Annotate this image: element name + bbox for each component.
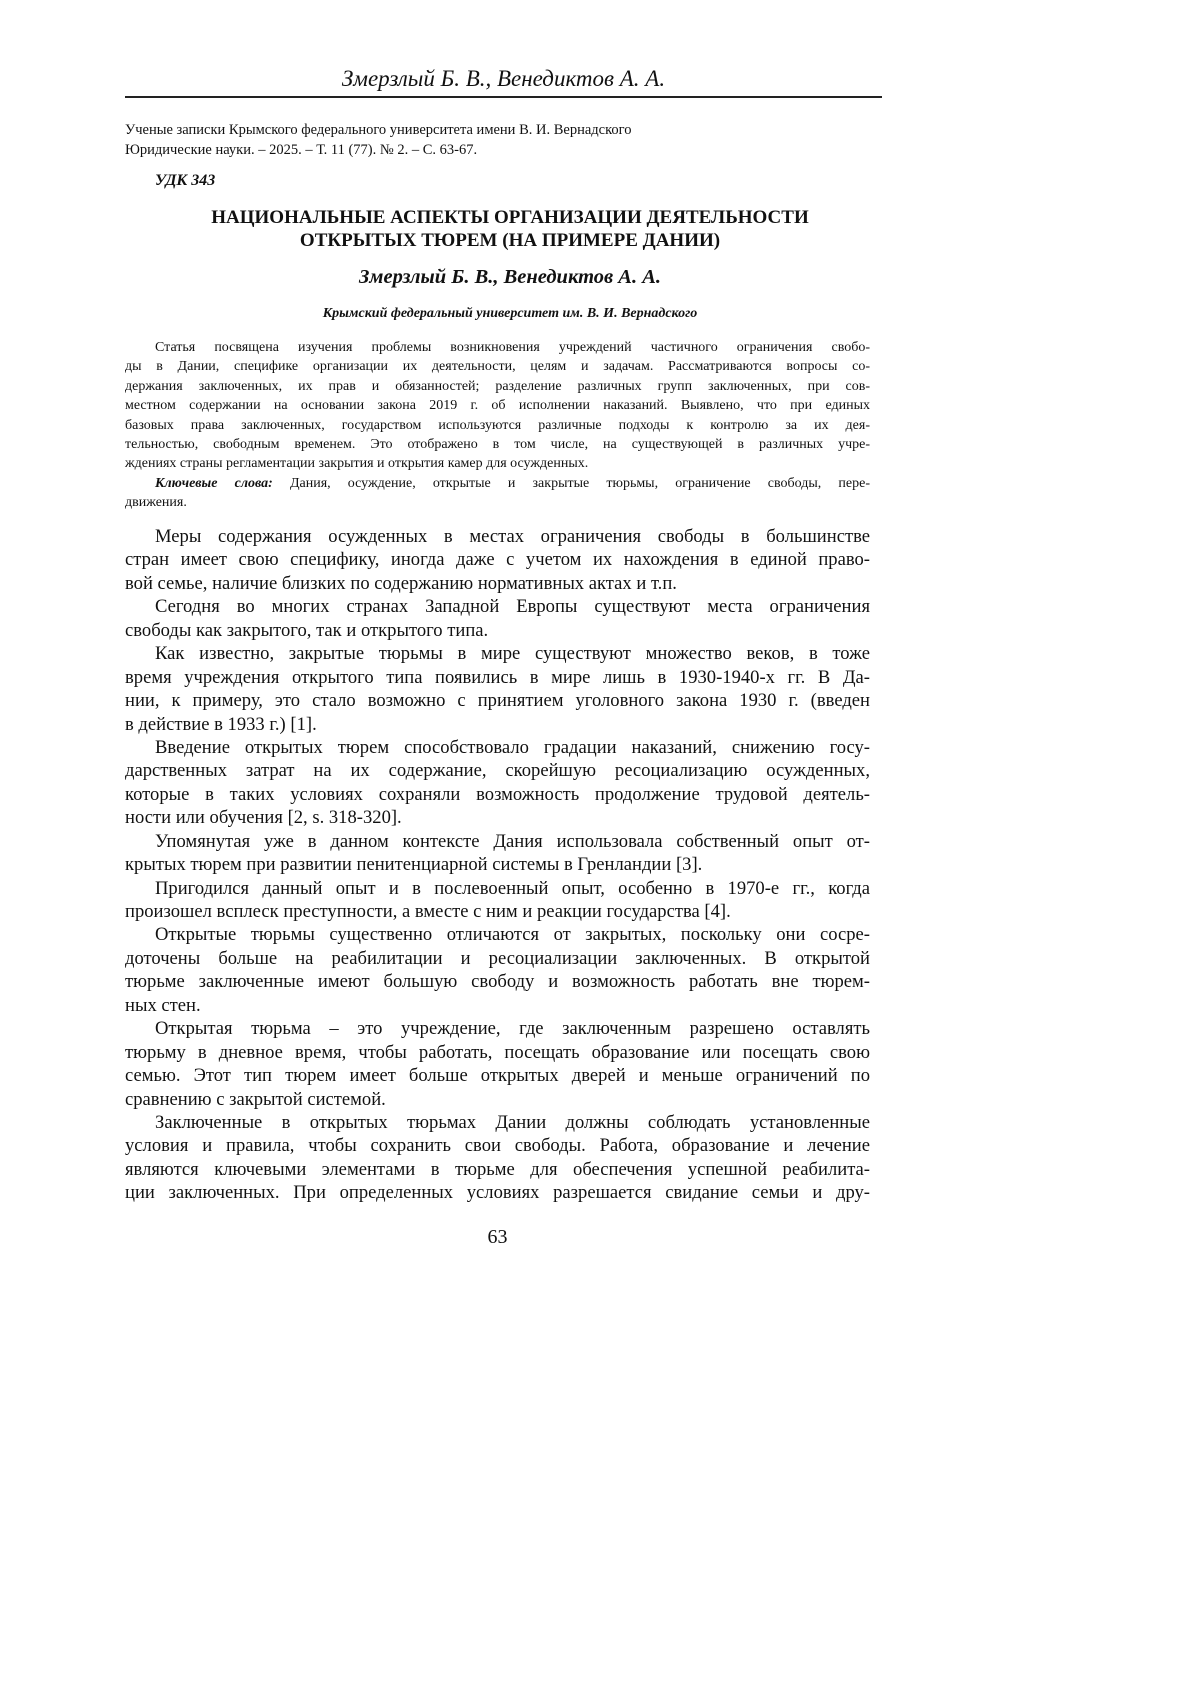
body-paragraph (125, 1017, 870, 1111)
body-line: Открытая тюрьма – это учреждение, где заключенным разрешено оставлять (125, 1017, 870, 1040)
journal-citation (125, 121, 631, 160)
abstract-line: Статья посвящена изучения проблемы возникновения учреждений частичного ограничения свобо- (125, 338, 870, 357)
body-paragraph (125, 923, 870, 1017)
page-number: 63 (125, 1226, 870, 1249)
title-line-2: ОТКРЫТЫХ ТЮРЕМ (НА ПРИМЕРЕ ДАНИИ) (125, 229, 895, 252)
body-line: Меры содержания осужденных в местах ограничения свободы в большинстве (125, 525, 870, 548)
abstract-line: ды в Дании, специфике организации их деятельности, целям и задачам. Рассматриваются вопросы со- (125, 357, 870, 376)
keywords-label: Ключевые слова: (155, 476, 273, 491)
body-line: доточены больше на реабилитации и ресоциализации заключенных. В открытой (125, 947, 870, 970)
header-rule (125, 96, 882, 98)
abstract-text (125, 338, 870, 474)
body-line: крытых тюрем при развитии пенитенциарной системы в Гренландии [3]. (125, 853, 870, 876)
body-line: Упомянутая уже в данном контексте Дания использовала собственный опыт от- (125, 830, 870, 853)
udk-code: УДК 343 (155, 172, 215, 190)
abstract-line: тельностью, свободным временем. Это отображено в том числе, на существующей в различных учре- (125, 435, 870, 454)
body-line: дарственных затрат на их содержание, скорейшую ресоциализацию осужденных, (125, 759, 870, 782)
keywords-line (125, 474, 870, 493)
body-line: тюрьму в дневное время, чтобы работать, посещать образование или посещать свою (125, 1041, 870, 1064)
body-paragraph (125, 1111, 870, 1205)
journal-line-2: Юридические науки. – 2025. – Т. 11 (77). № 2. – С. 63-67. (125, 141, 631, 161)
body-line: Введение открытых тюрем способствовало градации наказаний, снижению госу- (125, 736, 870, 759)
affiliation: Крымский федеральный университет им. В. И. Вернадского (125, 306, 895, 322)
body-line: ных стен. (125, 994, 870, 1017)
body-line: вой семье, наличие близких по содержанию нормативных актах и т.п. (125, 572, 870, 595)
keywords-text: Дания, осуждение, открытые и закрытые тюрьмы, ограничение свободы, пере- (273, 476, 870, 491)
body-line: произошел всплеск преступности, а вместе с ним и реакции государства [4]. (125, 900, 870, 923)
body-line: Пригодился данный опыт и в послевоенный опыт, особенно в 1970-е гг., когда (125, 877, 870, 900)
body-paragraph (125, 595, 870, 642)
abstract-line: держания заключенных, их прав и обязанностей; разделение различных групп заключенных, при сов- (125, 377, 870, 396)
body-paragraph (125, 642, 870, 736)
article-body (125, 525, 870, 1205)
body-line: сравнению с закрытой системой. (125, 1088, 870, 1111)
body-line: свободы как закрытого, так и открытого типа. (125, 619, 870, 642)
body-line: ции заключенных. При определенных условиях разрешается свидание семьи и дру- (125, 1181, 870, 1204)
body-line: Как известно, закрытые тюрьмы в мире существуют множество веков, в тоже (125, 642, 870, 665)
abstract-line: местном содержании на основании закона 2019 г. об исполнении наказаний. Выявлено, что при единых (125, 396, 870, 415)
body-paragraph (125, 877, 870, 924)
body-line: Открытые тюрьмы существенно отличаются от закрытых, поскольку они сосре- (125, 923, 870, 946)
body-line: ности или обучения [2, s. 318-320]. (125, 806, 870, 829)
body-line: являются ключевыми элементами в тюрьме для обеспечения успешной реабилита- (125, 1158, 870, 1181)
body-paragraph (125, 736, 870, 830)
body-paragraph (125, 525, 870, 595)
body-line: в действие в 1933 г.) [1]. (125, 713, 870, 736)
body-line: Заключенные в открытых тюрьмах Дании должны соблюдать установленные (125, 1111, 870, 1134)
journal-line-1: Ученые записки Крымского федерального университета имени В. И. Вернадского (125, 121, 631, 141)
title-line-1: НАЦИОНАЛЬНЫЕ АСПЕКТЫ ОРГАНИЗАЦИИ ДЕЯТЕЛЬНОСТИ (125, 206, 895, 229)
body-line: нии, к примеру, это стало возможно с принятием уголовного закона 1930 г. (введен (125, 689, 870, 712)
article-title (125, 206, 895, 252)
keywords-continuation: движения. (125, 493, 870, 512)
abstract-line: ждениях страны регламентации закрытия и открытия камер для осужденных. (125, 454, 870, 473)
body-line: условия и правила, чтобы сохранить свои свободы. Работа, образование и лечение (125, 1134, 870, 1157)
body-line: стран имеет свою специфику, иногда даже с учетом их нахождения в единой право- (125, 548, 870, 571)
abstract (125, 338, 870, 513)
body-line: семью. Этот тип тюрем имеет больше открытых дверей и меньше ограничений по (125, 1064, 870, 1087)
running-header: Змерзлый Б. В., Венедиктов А. А. (125, 66, 882, 92)
body-paragraph (125, 830, 870, 877)
body-line: которые в таких условиях сохраняли возможность продолжение трудовой деятель- (125, 783, 870, 806)
body-line: Сегодня во многих странах Западной Европы существуют места ограничения (125, 595, 870, 618)
article-authors: Змерзлый Б. В., Венедиктов А. А. (125, 266, 895, 289)
abstract-line: базовых права заключенных, государством используются различные подходы к контролю за их дея- (125, 416, 870, 435)
body-line: время учреждения открытого типа появились в мире лишь в 1930-1940-х гг. В Да- (125, 666, 870, 689)
body-line: тюрьме заключенные имеют большую свободу и возможность работать вне тюрем- (125, 970, 870, 993)
